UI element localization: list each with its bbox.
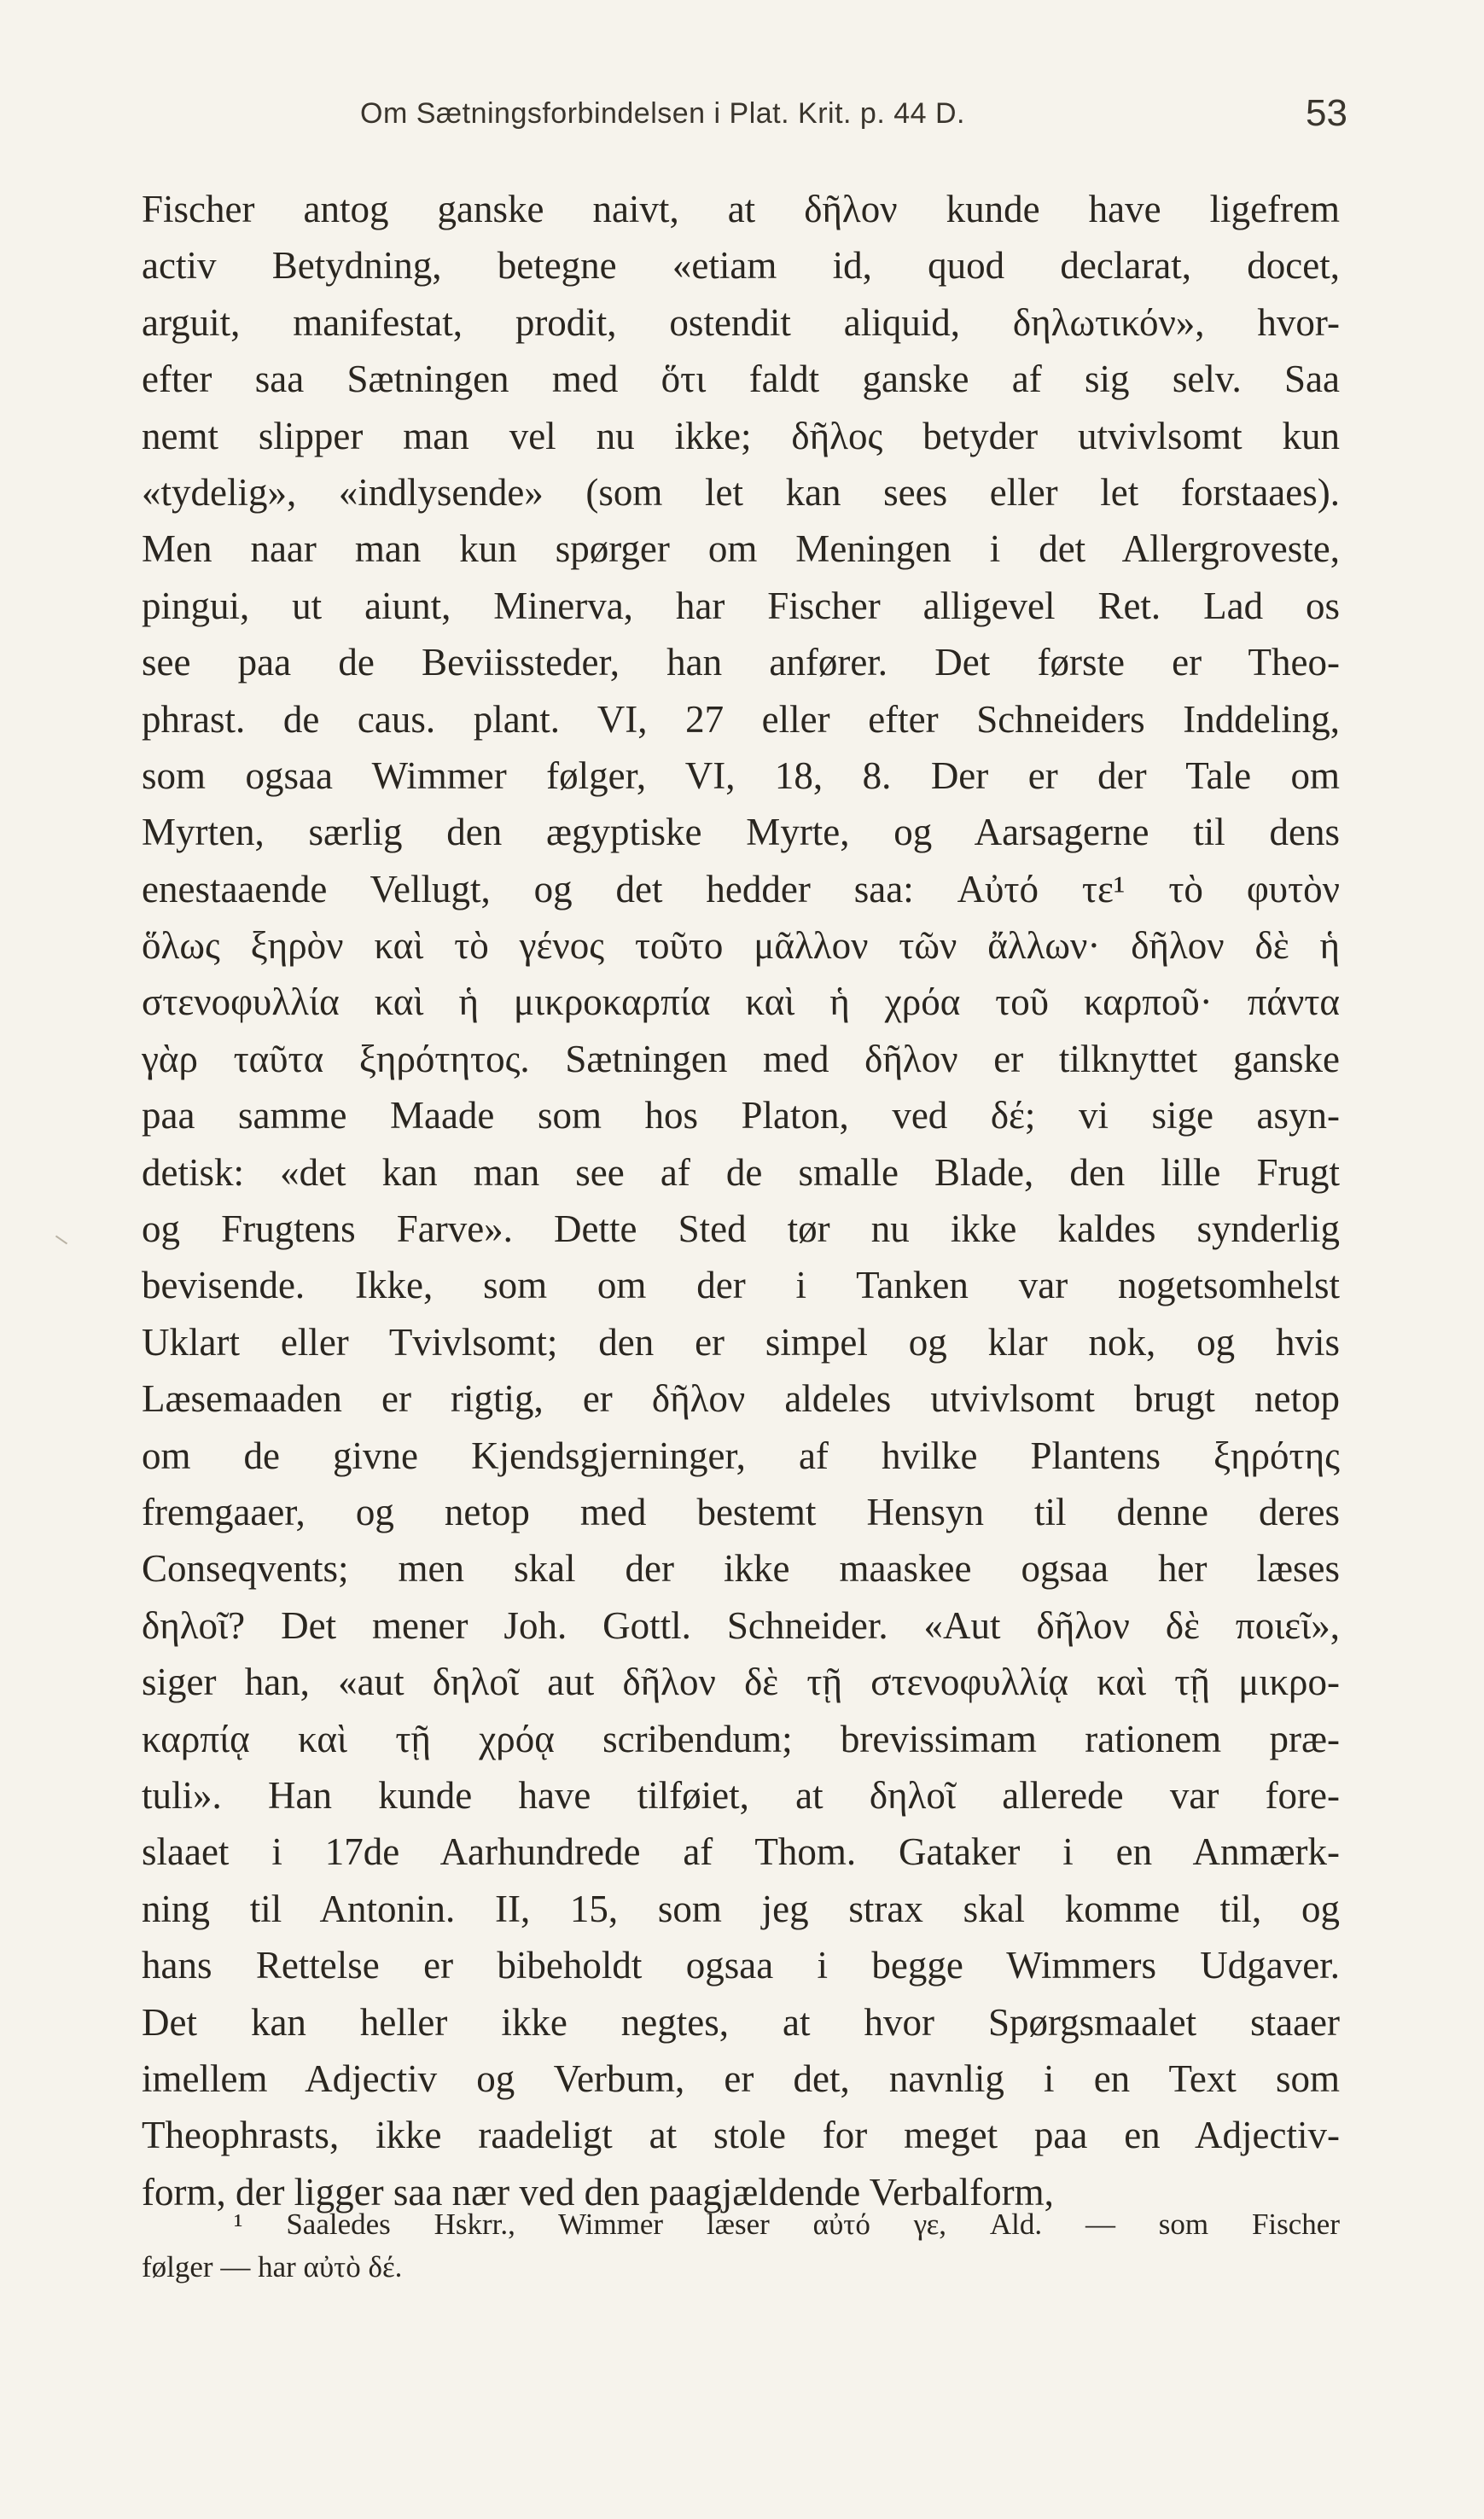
text-line: activ Betydning, betegne «etiam id, quod declarat, docet, <box>142 244 1340 288</box>
margin-mark <box>55 1236 67 1245</box>
text-line: nemt slipper man vel nu ikke; δῆλος betyder utvivlsomt kun <box>142 414 1340 457</box>
text-line: ning til Antonin. II, 15, som jeg strax skal komme til, og <box>142 1887 1340 1930</box>
text-line: Fischer antog ganske naivt, at δῆλον kunde have ligefrem <box>142 188 1340 230</box>
text-line: paa samme Maade som hos Platon, ved δέ; vi sige asyn- <box>142 1094 1340 1137</box>
text-line: ὅλως ξηρὸν καὶ τὸ γένος τοῦτο μᾶλλον τῶν ἄλλων· δῆλον δὲ ἡ <box>142 924 1340 968</box>
text-line: tuli». Han kunde have tilføiet, at δηλοῖ allerede var fore- <box>142 1773 1340 1817</box>
text-line: siger han, «aut δηλοῖ aut δῆλον δὲ τῇ στενοφυλλίᾳ καὶ τῇ μικρο- <box>142 1661 1340 1704</box>
text-line: slaaet i 17de Aarhundrede af Thom. Gataker i en Anmærk- <box>142 1830 1340 1874</box>
running-head: Om Sætningsforbindelsen i Plat. Krit. p. 44 D. <box>360 97 965 130</box>
text-line: Myrten, særlig den ægyptiske Myrte, og Aarsagerne til dens <box>142 811 1340 854</box>
footnote <box>142 2203 1340 2289</box>
text-line: καρπίᾳ καὶ τῇ χρόᾳ scribendum; brevissimam rationem præ- <box>142 1717 1340 1760</box>
text-line: form, der ligger saa nær ved den paagjældende Verbalform, <box>142 2170 1054 2214</box>
text-line: pingui, ut aiunt, Minerva, har Fischer alligevel Ret. Lad os <box>142 584 1340 627</box>
text-line: γὰρ ταῦτα ξηρότητος. Sætningen med δῆλον er tilknyttet ganske <box>142 1037 1340 1080</box>
text-line: fremgaaer, og netop med bestemt Hensyn til denne deres <box>142 1490 1340 1533</box>
footnote-line: følger — har αὐτὸ δέ. <box>142 2250 403 2283</box>
text-line: bevisende. Ikke, som om der i Tanken var nogetsomhelst <box>142 1264 1340 1307</box>
page-header <box>137 92 1347 143</box>
text-line: Det kan heller ikke negtes, at hvor Spørgsmaalet staaer <box>142 2000 1340 2044</box>
text-line: imellem Adjectiv og Verbum, er det, navnlig i en Text som <box>142 2057 1340 2100</box>
text-line: «tydelig», «indlysende» (som let kan sees eller let forstaaes). <box>142 470 1340 514</box>
text-line: efter saa Sætningen med ὅτι faldt ganske af sig selv. Saa <box>142 358 1340 401</box>
footnote-line: ¹ Saaledes Hskrr., Wimmer læser αὐτό γε, Ald. — som Fischer <box>234 2208 1340 2241</box>
text-line: στενοφυλλία καὶ ἡ μικροκαρπία καὶ ἡ χρόα τοῦ καρποῦ· πάντα <box>142 980 1340 1024</box>
text-line: Læsemaaden er rigtig, er δῆλον aldeles utvivlsomt brugt netop <box>142 1377 1340 1421</box>
text-line: δηλοῖ? Det mener Joh. Gottl. Schneider. «Aut δῆλον δὲ ποιεῖ», <box>142 1603 1340 1647</box>
text-line: Theophrasts, ikke raadeligt at stole for meget paa en Adjectiv- <box>142 2114 1340 2157</box>
text-line: Men naar man kun spørger om Meningen i det Allergroveste, <box>142 527 1340 571</box>
page-number: 53 <box>1306 92 1347 134</box>
text-line: Conseqvents; men skal der ikke maaskee ogsaa her læses <box>142 1547 1340 1591</box>
text-line: Uklart eller Tvivlsomt; den er simpel og klar nok, og hvis <box>142 1320 1340 1364</box>
text-line: og Frugtens Farve». Dette Sted tør nu ikke kaldes synderlig <box>142 1207 1340 1251</box>
text-line: om de givne Kjendsgjerninger, af hvilke Plantens ξηρότης <box>142 1434 1340 1477</box>
text-line: detisk: «det kan man see af de smalle Blade, den lille Frugt <box>142 1150 1340 1194</box>
text-line: arguit, manifestat, prodit, ostendit aliquid, δηλωτικόν», hvor- <box>142 300 1340 344</box>
text-line: som ogsaa Wimmer følger, VI, 18, 8. Der er der Tale om <box>142 753 1340 797</box>
text-line: hans Rettelse er bibeholdt ogsaa i begge Wimmers Udgaver. <box>142 1944 1340 1987</box>
text-line: see paa de Beviissteder, han anfører. Det første er Theo- <box>142 641 1340 684</box>
text-line: enestaaende Vellugt, og det hedder saa: Αὐτό τε¹ τὸ φυτὸν <box>142 867 1340 910</box>
main-text <box>142 181 1340 2220</box>
text-line: phrast. de caus. plant. VI, 27 eller efter Schneiders Inddeling, <box>142 697 1340 741</box>
